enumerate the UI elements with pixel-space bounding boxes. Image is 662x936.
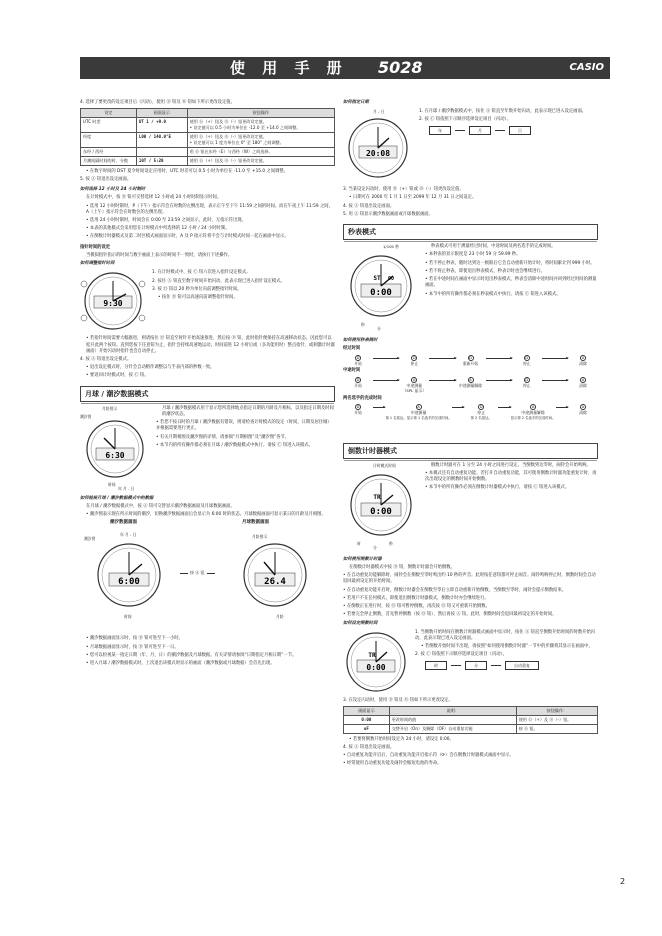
lcd-time: 0:00: [366, 662, 386, 672]
hand-note: • 退出设定模式时，分针会自动稍作调整以与手表内部的秒数一致。: [86, 365, 215, 371]
table-cell: [136, 147, 187, 156]
flow-box: 月: [469, 126, 491, 136]
table-cell: 使用 Ⓓ（+）钮及 Ⓑ（-）钮更改设定值。: [187, 156, 334, 165]
table-cell: 经度: [81, 132, 137, 147]
end-note: • 自动重复功能开启后，自动重复功能开启指示符（⟳）会在倒数计时器模式画面中显示。: [343, 753, 514, 759]
heading-hand-adjust: 如何调整指针时间: [80, 261, 115, 267]
para-12-24: • 选用 12 小时时制时，P（下午）指示符会在时数的左侧出现，表示正午至下午 11:59 之间的时间。而在午夜上午 11:59 之间，A（上午）指示符会在时数位的左侧出现。: [86, 203, 333, 215]
timer-note: 在倒数计时器模式中按 Ⓓ 钮，倒数计时器会开始倒数。: [349, 565, 455, 571]
press-a-arrow: [180, 570, 215, 576]
watch-face-icon: [347, 471, 415, 539]
table-cell: 用 Ⓓ 钮在东经（E）与西经（W）之间选择。: [187, 147, 334, 156]
flow-box: 分: [465, 661, 487, 671]
step-3: 3. 在设定闪动时，使用 Ⓓ 钮及 Ⓑ 钮如下所示更改设定。: [343, 697, 453, 703]
flow-step: 重新开始: [462, 360, 479, 366]
moon-note: • 潮汐数据画面显示时，按 Ⓓ 钮可进至下一小时。: [86, 636, 183, 642]
moon-para: • 若您不按日时的月球 / 潮汐数据有错误，则请检查计时模式的设定（时间、日期及居住城）并根据需要进行更正。: [156, 420, 332, 432]
lcd-mode: TR: [373, 493, 381, 501]
date-step: 1. 在月球 / 潮汐数据模式中，按住 Ⓐ 钮直至年数开始闪动，此表示现已进入设定画面。: [419, 109, 587, 115]
watch-face-icon: [345, 115, 411, 181]
hand-figure: [80, 270, 335, 332]
flow-step: 清除: [579, 360, 587, 366]
label: 潮汐图: [84, 536, 96, 542]
stopwatch-para: • 本秒表的显示限度是 23 小时 59 分 59.99 秒。: [425, 252, 521, 258]
section-countdown: 倒数计时器模式: [343, 443, 598, 459]
model-number: 5028: [378, 58, 423, 77]
heading-timer-use: 如何使用倒数计时器: [343, 556, 382, 562]
timer-set-figure: [343, 630, 598, 694]
table-cell: L00 / 140.0°E: [136, 132, 187, 147]
label: 年 月 - 日: [118, 485, 135, 491]
timer-para: • 本节中的所有操作必须在倒数计时器模式中执行，请按 Ⓒ 钮进入该模式。: [425, 485, 570, 491]
hand-step: 3. 按 Ⓓ 钮以 20 秒为单位向前调整指针时间。: [152, 286, 242, 292]
flow-step: 停止: [522, 382, 531, 388]
lcd-seconds: 00: [387, 276, 395, 283]
hand-note: • 若指针时间需要大幅推进，则请按住 Ⓓ 钮直至时针开始高速推进，然后按 Ⓑ 钮，此时指针便保持在高速移动状态，因此您可以松开此两个按钮。直到您按下任意钮为止，指针会持续高速地运动。时间前进 12 小时后或（多功能用时）整点指针，或刺激计时器画面）开始闪动时指针也会自动停止。: [86, 336, 335, 354]
date-flow: [429, 126, 598, 136]
end-note: • 经常使用自动重复功能及闹铃会缩短电池的寿命。: [343, 761, 442, 767]
flow-step: 停止: [522, 360, 531, 366]
table-header: 按钮操作：: [516, 707, 597, 716]
section-stopwatch: 秒表模式: [343, 224, 598, 240]
moon-para: • 有关月期相图及潮汐图的详情，请参阅“月期相图”及“潮汐图”各节。: [156, 434, 290, 440]
screen-comparison: [80, 520, 335, 636]
flow-step: 中途测量解除: [458, 382, 483, 388]
brand-logo: CASIO: [569, 62, 604, 73]
label: 时: [357, 540, 361, 546]
label: 月龄图示: [252, 534, 268, 540]
right-column: [343, 100, 598, 770]
lcd-time: 6:00: [118, 577, 140, 588]
stopwatch-para: • 本节中的所有操作都必须在秒表模式中执行。请按 Ⓒ 钮进入该模式。: [425, 291, 561, 297]
table-header: 画面显示: [136, 109, 187, 118]
label: 计时模式时间: [373, 462, 396, 468]
moon-note: • 您可以检视某一指定日期（年、月、日）的潮汐数据及月球数据。有关详情请参阅“日期指定月相日期”一节。: [86, 652, 297, 658]
moon-note: • 进入月球 / 潮汐数据模式时，上次退出该模式时显示的画面（潮汐数据或月球数据）会首先出现。: [86, 661, 275, 667]
table-cell: 10T / 5:20: [136, 156, 187, 165]
table-header: 画面显示: [344, 707, 390, 716]
stopwatch-para: • 若不停止秒表，随时达到这一极限后它会自动重新开始计时，将时间累计到 999 小时。: [425, 260, 595, 266]
timer-settings-table: [343, 706, 598, 734]
timer-para: 倒数计时器可在 1 分至 24 小时之间进行设定。当倒数到达零时，闹铃会开始鸣响。: [431, 462, 591, 468]
table-header: 说明：: [389, 707, 516, 716]
lcd-time: 26.4: [264, 577, 286, 588]
heading-12-24: 如何选择 12 小时及 24 小时制时: [80, 187, 146, 193]
moon-figure: [80, 406, 335, 492]
flow-step: 清除: [579, 410, 587, 416]
flow-title: 经过时间: [343, 346, 361, 352]
timer-note: • 在自动重复功能开启时，倒数计时器会在倒数至零后立即自动重新开始倒数。当倒数至零时，闹铃会提示倒数结束。: [343, 587, 567, 593]
stopwatch-figure: [343, 244, 598, 334]
flow-note: 显示第 2 名选手的完成时间。: [510, 415, 556, 420]
flow-step: 中途测量解除: [521, 410, 545, 416]
label: 时间: [124, 614, 132, 620]
flow-title: 两名选手的完成时间: [343, 395, 382, 401]
table-row: [81, 147, 335, 156]
left-column: [80, 100, 335, 669]
table-row: [81, 132, 335, 147]
date-step: 4. 按 Ⓐ 钮退出设定画面。: [343, 203, 395, 209]
flow-note: 第 2 名抵达。: [470, 415, 492, 420]
flow-step: 清除: [579, 382, 587, 388]
lcd-time: 20:08: [365, 149, 391, 159]
table-cell: UT 1 / +9.0: [136, 118, 187, 133]
date-step: 3. 当某设定闪动时，使用 Ⓓ（+）钮或 Ⓑ（-）钮更改设定值。: [343, 187, 464, 193]
para-12-24: • 本表的其他模式会采用您在计时模式中所选择的 12 小时 / 24 小时时制。: [86, 226, 230, 232]
flow-step: 开始: [354, 382, 362, 388]
watch-face-icon: [94, 540, 164, 610]
timer-figure: [343, 463, 598, 553]
flow-box: 日: [509, 126, 531, 136]
timer-set-step: 2. 按 Ⓒ 钮依照下示顺序选择设定项目（闪动）。: [415, 652, 507, 658]
flow-note: 第 1 名抵达。显示第 1 名选手的完成时间。: [385, 415, 452, 420]
flow-step: 停止: [410, 360, 419, 366]
lcd-mode: TR: [368, 651, 376, 659]
elapsed-flow: D 开始 D 停止 D 重新开始 D 停止 A 清除: [354, 355, 587, 366]
table-cell: 使用 Ⓓ（+）及 Ⓑ（-）钮。: [516, 715, 597, 724]
step-5: 5. 按 Ⓐ 钮退出设定画面。: [80, 176, 132, 182]
press-a-label: 按 Ⓐ 钮: [190, 570, 205, 576]
stopwatch-para: • 若不将止秒表，即使退出秒表模式，秒表计时也会继续进行。: [425, 268, 545, 274]
manual-title: 使 用 手 册: [230, 59, 348, 77]
watch-face-icon: [240, 540, 310, 610]
watch-face-icon: [343, 630, 409, 694]
table-row: [344, 724, 598, 733]
stopwatch-para: 秒表模式可用于测量经过时间、中途时间及两名选手的完成时间。: [431, 244, 556, 250]
para-hand-setting: 当模拟指针指示的时间与数字画面上表示的时间不一致时，请执行下述操作。: [86, 252, 233, 258]
heading-stopwatch-use: 如何使用秒表测时: [343, 338, 378, 344]
lcd-time: 0:00: [370, 506, 392, 517]
table-cell: 0:00: [344, 715, 390, 724]
stopwatch-para: • 若在中途时间在画面中显示时退出秒表模式，秒表会清除中途时间并回到经过时间的测量画面。: [425, 277, 597, 289]
heading-hand-setting: 指针时间的设定: [80, 244, 111, 250]
flow-step: 停止: [477, 410, 486, 416]
page-header: [80, 57, 610, 79]
end-note: 4. 按 Ⓐ 钮退出设定画面。: [343, 744, 395, 750]
timer-note: • 在倒数正在进行时，按 Ⓓ 钮可暂停倒数。再次按 Ⓓ 钮又可重新开始倒数。: [343, 604, 490, 610]
table-cell: 按 Ⓓ 钮。: [516, 724, 597, 733]
table-cell: 使用 Ⓓ（+）钮及 Ⓑ（-）钮更改设定值。 • 设定值可以 0.5 小时为单位在 -12.0 至 +14.0 之间调整。: [187, 118, 334, 133]
settings-table: [80, 108, 335, 165]
table-header: 按钮操作: [187, 109, 334, 118]
label: 秒: [389, 540, 393, 546]
moon-screen-label: 月球数据画面: [242, 520, 269, 526]
label: 月 - 日: [373, 109, 385, 115]
tide-screen-label: 潮汐数据画面: [110, 520, 137, 526]
moon-para: 月球 / 潮汐数据模式用于显示您所选择地点指定日期的月龄及月相标，以及指定日期及时间的潮汐状态。: [162, 405, 334, 417]
para-12-24: • 在倒数计时器模式及第二时区模式画面显示时，A 及 P 指示符将不会与计时模式时间一起在画面中显示。: [86, 234, 289, 240]
flow-title: 中途时间: [343, 368, 361, 374]
date-figure: [343, 109, 598, 183]
heading-moon-view: 如何检视月球 / 潮汐数据模式中的数据: [80, 495, 154, 501]
timer-note: • 在自动重复功能解除时，闹铃会在倒数至零时鸣出约 10 秒的声音。此时按任意钮都可停止闹音。闹铃鸣响停止时，倒数时间会自动返回最初设定的开始时间。: [343, 573, 596, 585]
watch-face-icon: [84, 418, 146, 480]
watch-face-icon: [80, 270, 146, 332]
split-flow: D 开始 A 中途测量 （SPL 显示） A 中途测量解除 D 停止 A 清除: [354, 377, 587, 394]
label: 月龄: [276, 614, 284, 620]
timer-flow: [425, 661, 598, 671]
flow-step: 开始: [354, 410, 362, 416]
heading-date: 如何指定日期: [343, 100, 369, 105]
note-dst: • 在数字时间的 DST 夏令时间设定应用时，UTC 时差可以 0.5 小时为单位在 -11.0 至 +15.0 之间调整。: [86, 168, 288, 174]
flow-box: 年: [429, 126, 451, 136]
date-step: • 日期可在 2000 年 1 月 1 日至 2099 年 12 月 31 日之间设定。: [349, 195, 477, 201]
lcd-mode: ST: [373, 275, 381, 283]
timer-note: • 若要完全停止倒数，首先暂停倒数（按 Ⓓ 钮），然后再按 Ⓐ 钮。此时，倒数时间会返回最初设定的开始时间。: [343, 612, 557, 618]
table-row: [81, 118, 335, 133]
label: 月龄图示: [102, 405, 118, 411]
timer-set-step: • 若倒数开始时间不出现，请按照“如何使用倒数计时器”一节中的步骤将其显示在画面中。: [421, 644, 593, 650]
hand-step: 2. 按住 Ⓐ 钮直至数字时间开始闪动，此表示现已进入指针设定模式。: [152, 278, 285, 284]
flow-box: 自动重复: [505, 661, 539, 671]
label: 时间: [108, 481, 116, 487]
section-moon-tide: 月球 / 潮汐数据模式: [80, 386, 335, 402]
table-cell: 交替开启（On）及解除（OF）自动重复功能: [389, 724, 516, 733]
hand-step: • 按住 Ⓓ 钮可以高速向前调整指针时间。: [158, 294, 238, 300]
para-12-24: 在计时模式中，按 Ⓓ 钮可交替选择 12 小时或 24 小时时制显示时间。: [86, 195, 222, 201]
flow-step: 中途测量: [406, 382, 423, 388]
hand-note: • 要返回计时模式时，按 Ⓒ 钮。: [86, 373, 149, 379]
label: 分: [377, 326, 381, 332]
table-row: [344, 715, 598, 724]
label: 分: [373, 544, 377, 550]
lcd-time: 0:00: [370, 288, 392, 299]
flow-step: 开始: [354, 360, 362, 366]
heading-timer-set: 如何设定倒数时间: [343, 620, 378, 626]
page-number: 2: [620, 877, 626, 886]
hand-step: 1. 在计时模式中，按 Ⓒ 钮六次进入指针设定模式。: [152, 270, 251, 276]
hand-note: 4. 按 Ⓐ 钮退出设定模式。: [80, 356, 132, 362]
timer-note: • 若用户不在任何模式，即使退出倒数计时器模式，倒数计时亦会继续进行。: [343, 595, 489, 601]
label: 年 月 - 日: [120, 532, 137, 538]
table-cell: oF: [344, 724, 390, 733]
para-12-24: • 选用 24 小时时制时，时间会在 0:00 至 23:59 之间显示，此时，无指示符出现。: [86, 217, 246, 223]
lcd-time: 9:30: [103, 299, 123, 309]
lcd-time: 6:30: [105, 450, 125, 460]
moon-view-para: • 潮汐图表示现在所示时间的潮汐，切换潮汐数据画面后会显示为 6:00 时的状态。月球数据画面可显示某日的月龄及月相图。: [86, 512, 326, 518]
moon-note: • 月球数据画面显示时，按 Ⓓ 钮可进至下一日。: [86, 644, 179, 650]
table-cell: 月潮间隔时间的时、分数: [81, 156, 137, 165]
flow-box: 时: [425, 661, 447, 671]
watch-face-icon: [347, 252, 415, 320]
label: 1/100 秒: [383, 244, 399, 250]
table-header: 设定: [81, 109, 137, 118]
date-step: 2. 按 Ⓒ 钮依照下示顺序选择设定项目（闪动）。: [419, 117, 511, 123]
date-step: 5. 用 Ⓐ 钮显示潮汐数据画面或月球数据画面。: [343, 211, 433, 217]
label: 潮汐图: [80, 413, 92, 419]
two-finish-flow: D 开始 A 中途测量 第 1 名抵达。显示第 1 名选手的完成时间。 D 停止 第 2 名抵达。 A 中途测量解除 显示第 2 名选手的完成时间。 A 清除: [354, 405, 587, 420]
end-note: • 若要将倒数开始时间设定为 24 小时，请设定 0:00。: [349, 736, 454, 742]
table-row: [81, 156, 335, 165]
timer-para: • 本模式还有自动重复功能。若打开自动重复功能，其可使用倒数计时器功能重复计时，再次出现设定的倒数时间开始倒数。: [425, 471, 597, 483]
timer-set-step: 1. 当倒数开始时间在倒数计时器模式画面中显示时，按住 Ⓐ 钮直至倒数开始时间的时数开始闪动，此表示现已进入设定画面。: [415, 629, 596, 641]
label: 秒: [361, 322, 365, 328]
table-cell: 东经 / 西经: [81, 147, 137, 156]
split-note: （SPL 显示）: [402, 388, 427, 394]
step-4: 4. 选择了要更改的设定项目后（闪动），使用 Ⓓ 钮及 Ⓑ 钮如下所示更改设定值。: [80, 100, 235, 105]
flow-step: 中途测量: [410, 410, 427, 416]
moon-view-para: 在月球 / 潮汐数据模式中，按 Ⓐ 钮可交替显示潮汐数据画面及月球数据画面。: [86, 503, 235, 509]
moon-para: • 本节内的所有操作都必须在月球 / 潮汐数据模式中执行。请按 Ⓒ 钮进入该模式。: [156, 442, 313, 448]
table-cell: 使用 Ⓓ（+）钮及 Ⓑ（-）钮更改设定值。 • 设定值可以 1 度为单位在 0° 至 180° 之间调整。: [187, 132, 334, 147]
table-cell: 更改时间的值: [389, 715, 516, 724]
table-cell: UTC 时差: [81, 118, 137, 133]
